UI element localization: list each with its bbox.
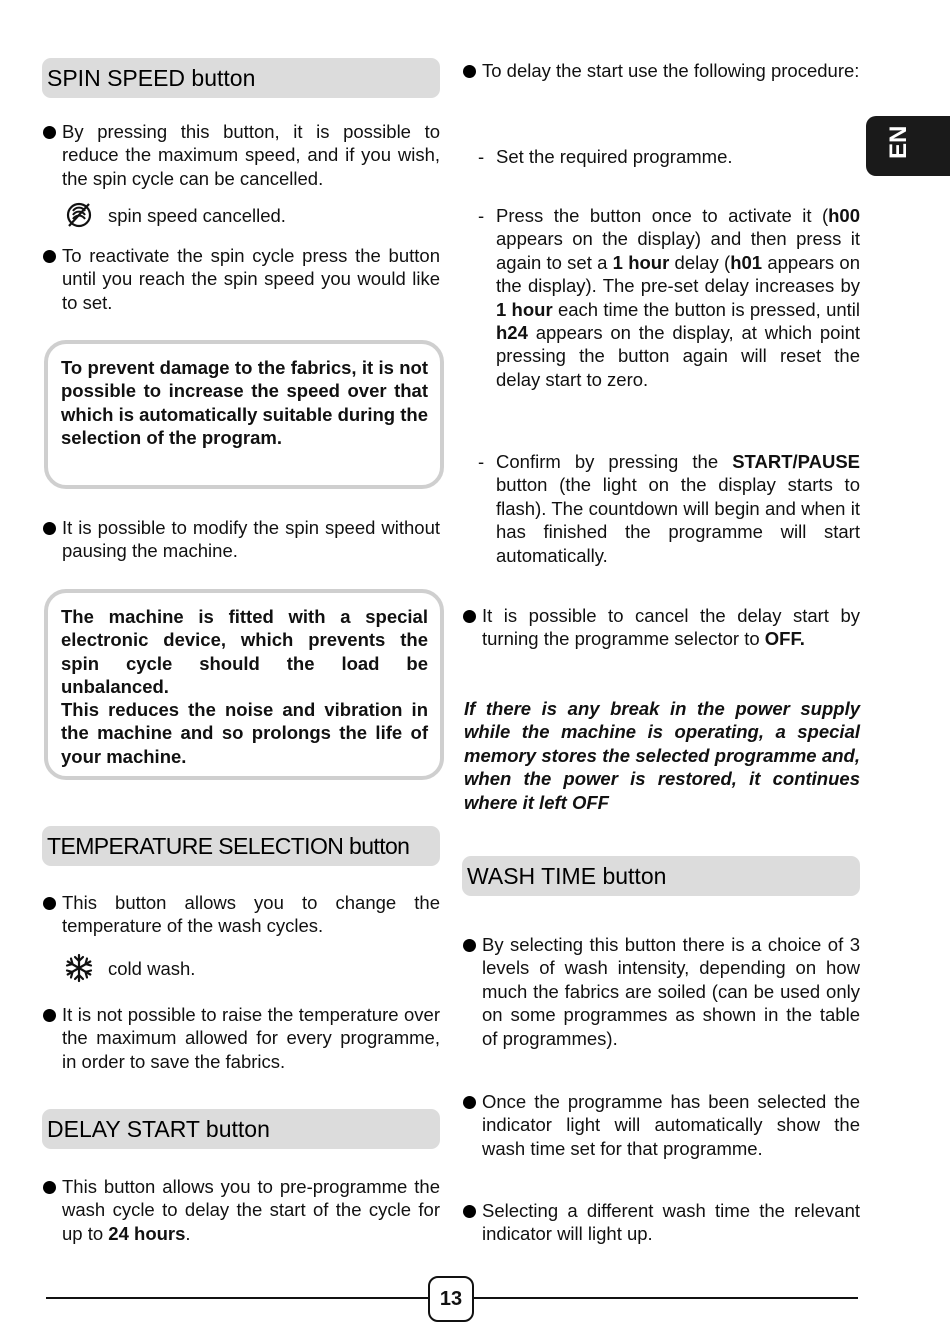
bullet-dot	[463, 1205, 476, 1218]
spin-warning-note: To prevent damage to the fabrics, it is not possible to increase the speed over that which is automatically suitable during the selection of the program.	[44, 340, 444, 489]
bullet-dot	[43, 897, 56, 910]
delay-step-3: - Confirm by pressing the START/PAUSE button (the light on the display starts to flash). The countdown will begin and when it has finished the programme will start automatically.	[478, 451, 860, 566]
page-number: 13	[428, 1276, 474, 1322]
temperature-bullet-2: It is not possible to raise the temperature over the maximum allowed for every programme, in order to save the fabrics.	[42, 1003, 440, 1073]
wash-time-bullet-1: By selecting this button there is a choice of 3 levels of wash intensity, depending on how much the fabrics are soiled (can be used only on some programmes as shown in the table of programmes).	[462, 933, 860, 1050]
delay-procedure-bullet: To delay the start use the following procedure:	[462, 59, 860, 82]
bullet-dot	[43, 1009, 56, 1022]
spin-balance-note: The machine is fitted with a special electronic device, which prevents the spin cycle should the load be unbalanced. This reduces the noise and vibration in the machine and so prolongs the life of your machine.	[44, 589, 444, 780]
delay-cancel-bullet: It is possible to cancel the delay start by turning the programme selector to OFF.	[462, 604, 860, 651]
bullet-dot	[463, 939, 476, 952]
language-tab	[866, 116, 950, 176]
delay-start-heading: DELAY START button	[42, 1109, 440, 1149]
delay-step-1: - Set the required programme.	[478, 146, 733, 167]
temperature-bullet-1: This button allows you to change the temperature of the wash cycles.	[42, 891, 440, 938]
bullet-dot	[463, 1096, 476, 1109]
spin-speed-heading: SPIN SPEED button	[42, 58, 440, 98]
spin-bullet-2: To reactivate the spin cycle press the button until you reach the spin speed you would like to set.	[42, 244, 440, 314]
power-failure-note: If there is any break in the power supply while the machine is operating, a special memory stores the selected programme and, when the power is restored, it continues where it left OFF	[464, 698, 860, 813]
wash-time-bullet-2: Once the programme has been selected the indicator light will automatically show the wash time set for that programme.	[462, 1090, 860, 1160]
temperature-heading: TEMPERATURE SELECTION button	[42, 826, 440, 866]
bullet-dot	[43, 250, 56, 263]
spin-cancelled-icon	[64, 200, 94, 230]
snowflake-icon	[64, 953, 94, 983]
footer-rule-left	[46, 1297, 430, 1299]
bullet-dot	[43, 126, 56, 139]
language-tab-label: EN	[885, 125, 912, 159]
footer-rule-right	[474, 1297, 858, 1299]
bullet-dot	[463, 65, 476, 78]
wash-time-bullet-3: Selecting a different wash time the relevant indicator will light up.	[462, 1199, 860, 1246]
spin-bullet-3: It is possible to modify the spin speed without pausing the machine.	[42, 516, 440, 563]
delay-step-2: - Press the button once to activate it (h00 appears on the display) and then press it again to set a 1 hour delay (h01 appears on the display). The pre-set delay increases by 1 hour each time the button is pressed, until h24 appears on the display, at which point pressing the button again will reset the delay start to zero.	[478, 205, 861, 390]
bullet-dot	[43, 1181, 56, 1194]
delay-bullet-1: This button allows you to pre-programme the wash cycle to delay the start of the cycle for up to 24 hours.	[42, 1175, 440, 1245]
bullet-dot	[43, 522, 56, 535]
spin-bullet-1: By pressing this button, it is possible to reduce the maximum speed, and if you wish, the spin cycle can be cancelled.	[42, 120, 440, 190]
wash-time-heading: WASH TIME button	[462, 856, 860, 896]
bullet-dot	[463, 610, 476, 623]
